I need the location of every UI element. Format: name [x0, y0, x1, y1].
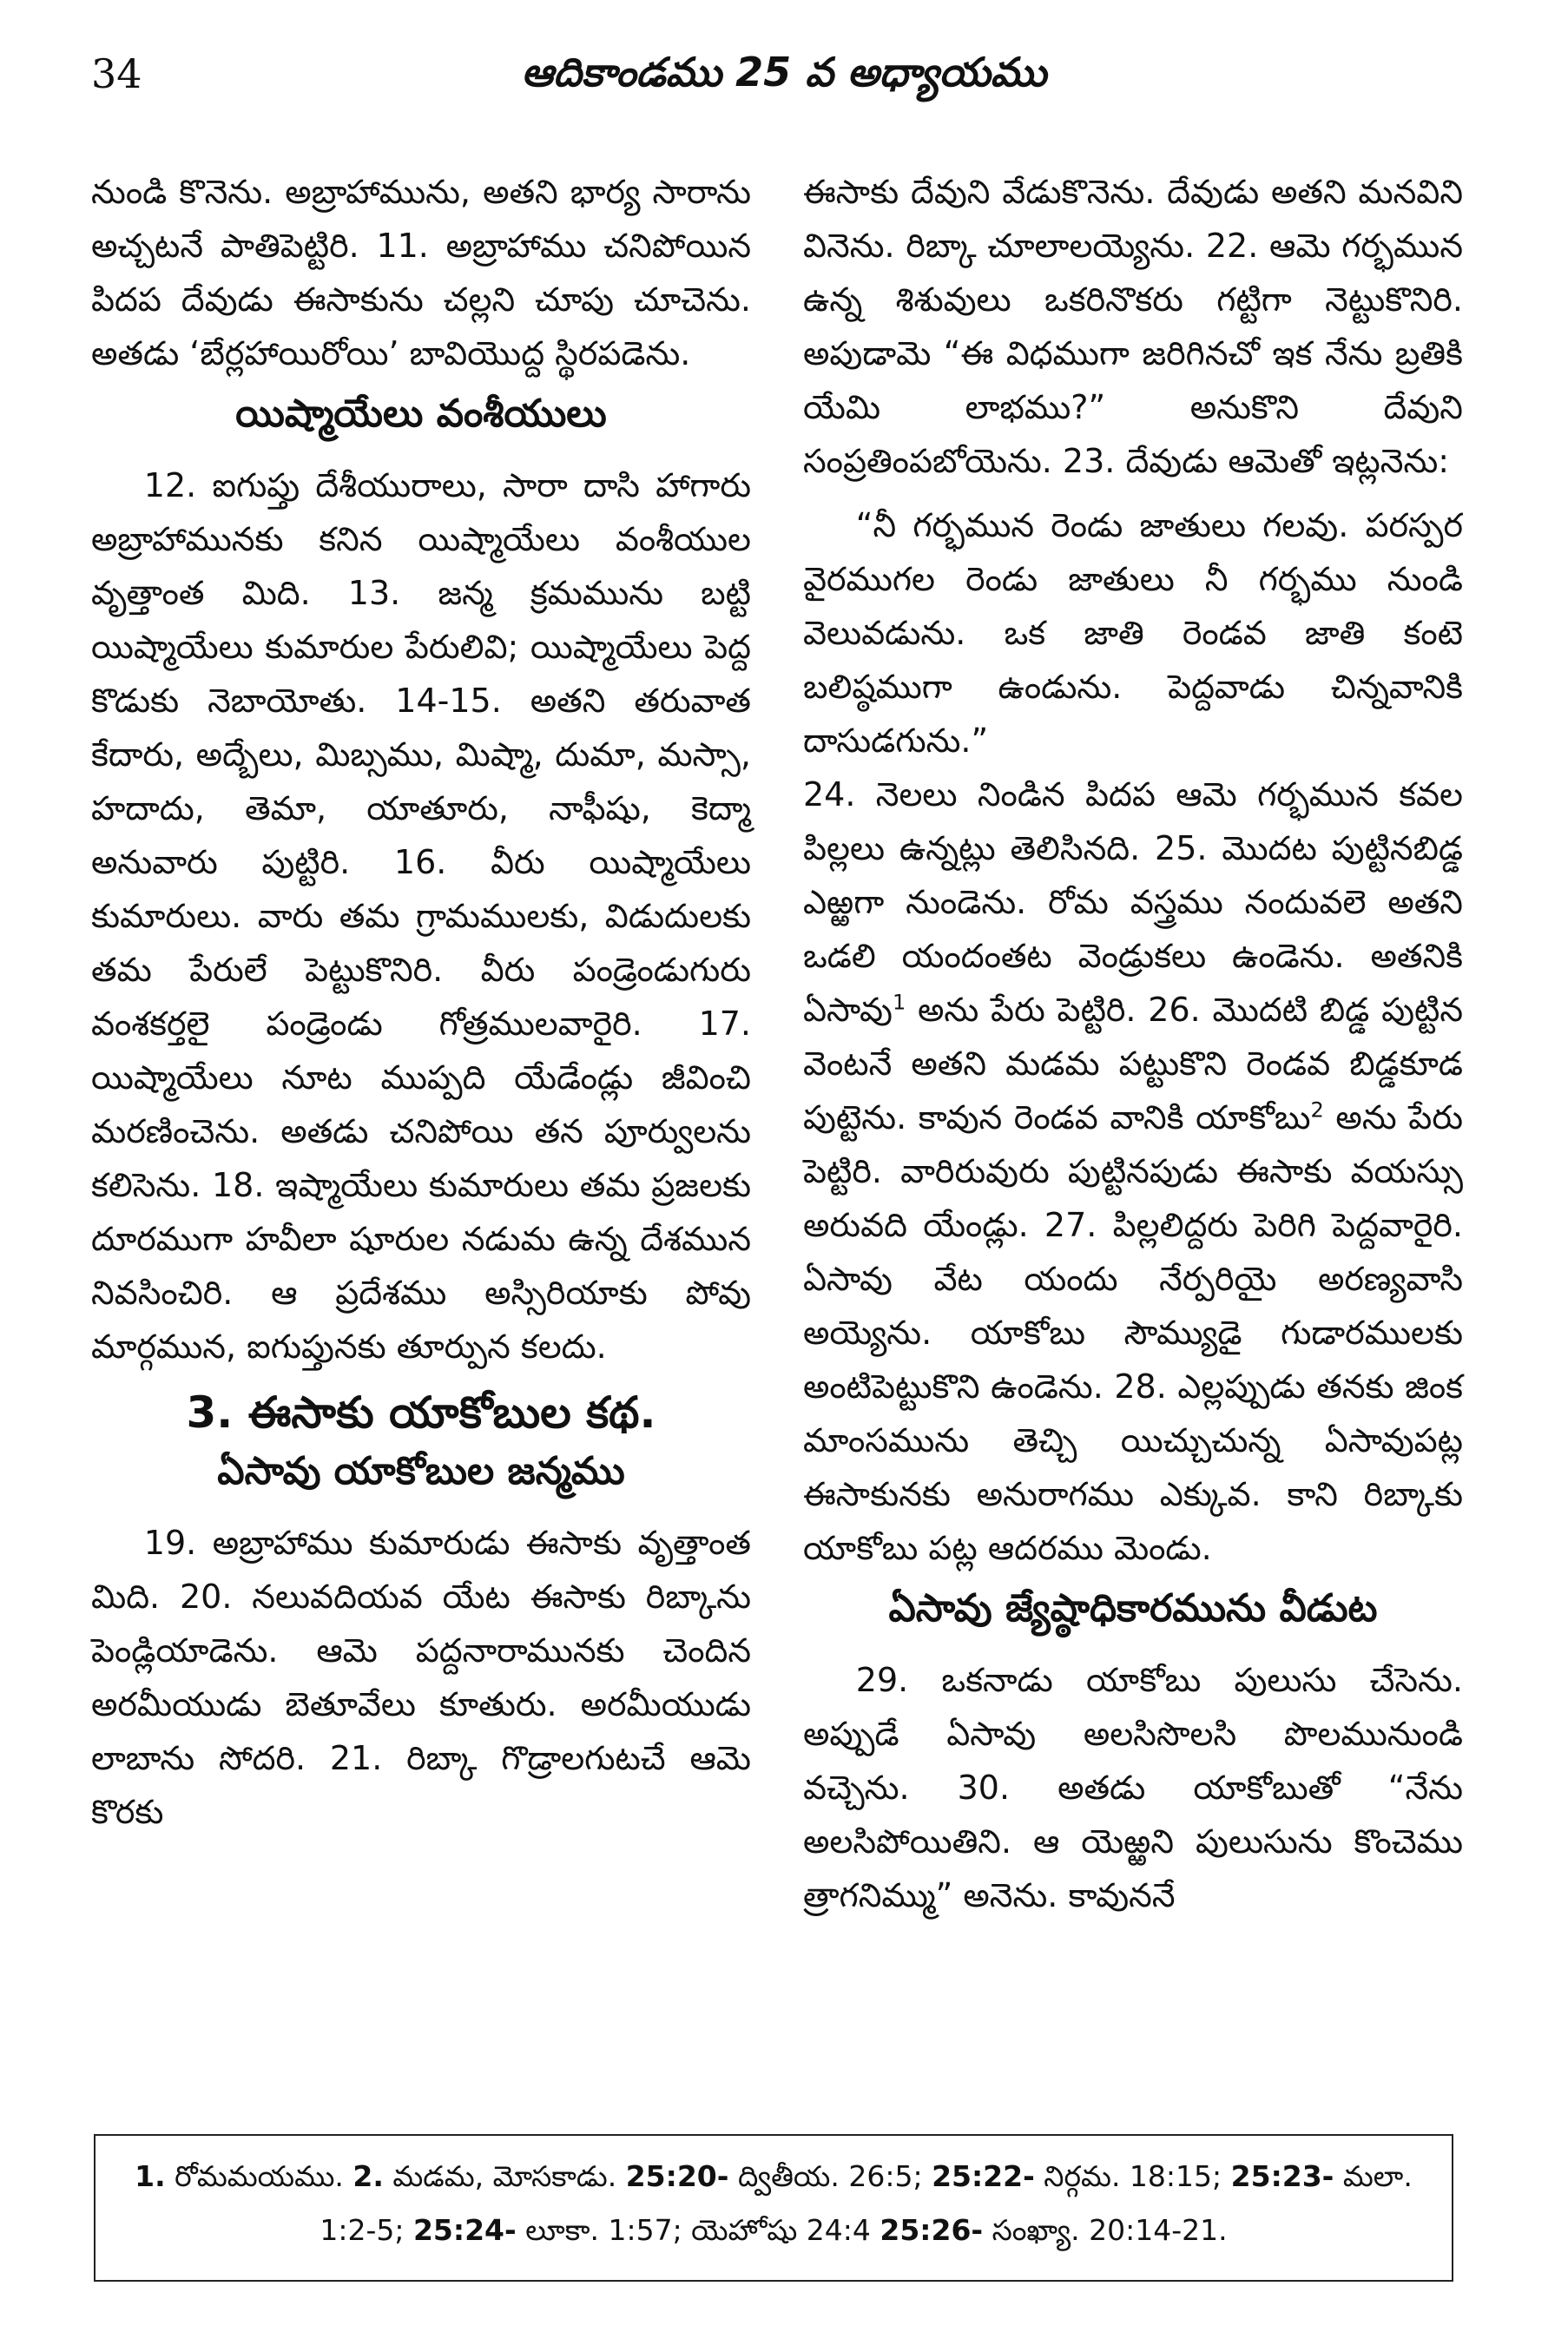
paragraph: ఈసాకు దేవుని వేడుకొనెను. దేవుడు అతని మనవిని వినెను. రిబ్కా చూలాలయ్యెను. 22. ఆమె గర్భమున ఉన్న శిశువులు ఒకరినొకరు గట్టిగా నెట్టుకొనిరి. అపుడామె “ఈ విధముగా జరిగినచో ఇక నేను బ్రతికి యేమి లాభము?” అనుకొని దేవుని సంప్రతింపబోయెను. 23. దేవుడు ఆమెతో ఇట్లనెను:: [803, 173, 1463, 480]
section-heading: యిష్మాయేలు వంశీయులు: [235, 392, 607, 436]
footnote-text: నిర్గమ. 18:15;: [1034, 2159, 1231, 2193]
footnote-text: సంఖ్యా. 20:14-21.: [983, 2213, 1228, 2247]
left-column: [91, 165, 751, 1839]
cross-reference: 25:24-: [412, 2213, 517, 2247]
paragraph: 19. అబ్రాహాము కుమారుడు ఈసాకు వృత్తాంత మిది. 20. నలువదియవ యేట ఈసాకు రిబ్కాను పెండ్లియాడెను. ఆమె పద్దనారామునకు చెందిన అరమీయుడు బెతూవేలు కూతురు. అరమీయుడు లాబాను సోదరి. 21. రిబ్కా గొడ్రాలగుటచే ఆమె కొరకు: [91, 1524, 751, 1831]
footnote-marker: 2: [1310, 1097, 1324, 1123]
text-span: 24. నెలలు నిండిన పిదప ఆమె గర్భమున కవల పిల్లలు ఉన్నట్లు తెలిసినది. 25. మొదట పుట్టినబిడ్డ ఎఱ్ఱగా నుండెను. రోమ వస్త్రము నందువలె అతని ఒడలి యందంతట వెండ్రుకలు ఉండెను. అతనికి ఏసావు: [803, 775, 1463, 1029]
paragraph: 12. ఐగుప్తు దేశీయురాలు, సారా దాసి హాగారు అబ్రాహామునకు కనిన యిష్మాయేలు వంశీయుల వృత్తాంత మిది. 13. జన్మ క్రమమును బట్టి యిష్మాయేలు కుమారుల పేరులివి; యిష్మాయేలు పెద్ద కొడుకు నెబాయోతు. 14-15. అతని తరువాత కేదారు, అద్బేలు, మిబ్సము, మిష్మా, దుమా, మస్సా, హదాదు, తెమా, యాతూరు, నాఫీషు, కెద్మా అనువారు పుట్టిరి. 16. వీరు యిష్మాయేలు కుమారులు. వారు తమ గ్రామములకు, విడుదులకు తమ పేరులే పెట్టుకొనిరి. వీరు పండ్రెండుగురు వంశకర్తలై పండ్రెండు గోత్రములవారైరి. 17. యిష్మాయేలు నూట ముప్పది యేడేండ్లు జీవించి మరణించెను. అతడు చనిపోయి తన పూర్వులను కలిసెను. 18. ఇష్మాయేలు కుమారులు తమ ప్రజలకు దూరముగా హవీలా షూరుల నడుమ ఉన్న దేశమున నివసించిరి. ఆ ప్రదేశము అస్సిరియాకు పోవు మార్గమున, ఐగుప్తునకు తూర్పున కలదు.: [91, 466, 751, 1366]
footnote-text: ద్వితీయ. 26:5;: [728, 2159, 932, 2193]
page-number: 34: [91, 50, 142, 97]
chapter-title: 3. ఈసాకు యాకోబుల కథ.: [186, 1387, 656, 1438]
cross-reference: 25:26-: [880, 2213, 984, 2247]
paragraph: 29. ఒకనాడు యాకోబు పులుసు చేసెను. అప్పుడే ఏసావు అలసిసొలసి పొలమునుండి వచ్చెను. 30. అతడు యాకోబుతో “నేను అలసిపోయితిని. ఆ యెఱ్ఱని పులుసును కొంచెము త్రాగనిమ్ము” అనెను. కావుననే: [803, 1661, 1463, 1914]
right-column: [803, 165, 1463, 1922]
text-span: అను పేరు పెట్టిరి. 26. మొదటి బిడ్డ పుట్టిన వెంటనే అతని మడమ పట్టుకొని రెండవ బిడ్డకూడ పుట్టెను. కావున రెండవ వానికి యాకోబు: [803, 991, 1463, 1136]
section-heading: ఏసావు జ్యేష్ఠాధికారమును వీడుట: [888, 1586, 1378, 1631]
section-heading: ఏసావు యాకోబుల జన్మము: [217, 1449, 625, 1493]
cross-reference: 25:20-: [625, 2159, 729, 2193]
quote-text: “నీ గర్భమున రెండు జాతులు గలవు. పరస్పర వైరముగల రెండు జాతులు నీ గర్భము నుండి వెలువడును. ఒక జాతి రెండవ జాతి కంటె బలిష్ఠముగా ఉండును. పెద్దవాడు చిన్నవానికి దాసుడగును.”: [803, 506, 1463, 760]
paragraph: నుండి కొనెను. అబ్రాహామును, అతని భార్య సారాను అచ్చటనే పాతిపెట్టిరి. 11. అబ్రాహాము చనిపోయిన పిదప దేవుడు ఈసాకును చల్లని చూపు చూచెను. అతడు ‘బేర్లహాయిరోయి’ బావియొద్ద స్థిరపడెను.: [91, 173, 751, 372]
footnote-text: లూకా. 1:57; యెహోషు 24:4: [516, 2213, 880, 2247]
footnote-box: [94, 2134, 1453, 2282]
footnote-number: 1.: [135, 2159, 166, 2193]
text-span: అను పేరు పెట్టిరి. వారిరువురు పుట్టినపుడు ఈసాకు వయస్సు అరువది యేండ్లు. 27. పిల్లలిద్దరు పెరిగి పెద్దవారైరి. ఏసావు వేట యందు నేర్పరియై అరణ్యవాసి అయ్యెను. యాకోబు సౌమ్యుడై గుడారములకు అంటిపెట్టుకొని ఉండెను. 28. ఎల్లప్పుడు తనకు జింక మాంసమును తెచ్చి యిచ్చుచున్న ఏసావుపట్ల ఈసాకునకు అనురాగము ఎక్కువ. కాని రిబ్కాకు యాకోబు పట్ల ఆదరము మెండు.: [803, 1098, 1463, 1567]
running-head: ఆదికాండము 25 వ అధ్యాయము: [521, 49, 1047, 96]
footnote-marker: 1: [892, 990, 906, 1015]
scripture-quote: [803, 498, 1463, 768]
footnote-text: మడమ, మోసకాడు.: [383, 2159, 626, 2193]
cross-reference: 25:22-: [932, 2159, 1035, 2193]
paragraph: [803, 768, 1463, 1575]
footnote-number: 2.: [352, 2159, 384, 2193]
cross-reference: 25:23-: [1230, 2159, 1334, 2193]
footnote-text: రోమమయము.: [165, 2159, 353, 2193]
footnote-text: మలా. 1:2-5;: [320, 2159, 1413, 2247]
